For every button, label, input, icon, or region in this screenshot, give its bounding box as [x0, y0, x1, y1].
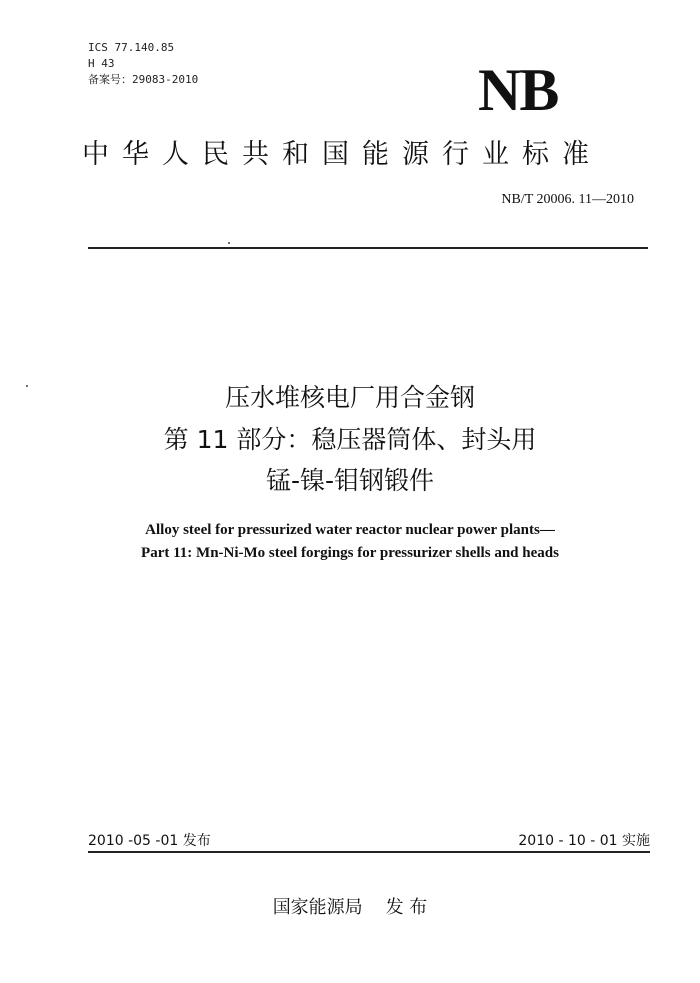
- classification-code: H 43: [88, 57, 115, 70]
- nb-logo: NB: [478, 57, 558, 123]
- header-divider: [88, 247, 648, 249]
- publish-date: 2010 -05 -01 发布: [88, 833, 211, 849]
- scan-speck: [228, 242, 230, 244]
- issuing-authority: 国家能源局 发 布: [272, 897, 428, 918]
- organization-title: 中华人民共和国能源行业标准: [82, 139, 602, 170]
- title-cn-line1: 压水堆核电厂用合金钢: [224, 383, 475, 412]
- title-en-line1: Alloy steel for pressurized water reactor nuclear power plants—: [145, 522, 555, 538]
- title-en-line2: Part 11: Mn-Ni-Mo steel forgings for pressurizer shells and heads: [141, 545, 559, 561]
- ics-code: ICS 77.140.85: [88, 41, 175, 54]
- filing-number: 备案号：29083-2010: [88, 73, 199, 86]
- standard-number: NB/T 20006. 11—2010: [501, 192, 634, 207]
- title-cn-line2: 第 11 部分：稳压器筒体、封头用: [163, 425, 537, 454]
- footer-divider: [88, 851, 650, 853]
- implement-date: 2010 - 10 - 01 实施: [518, 833, 650, 849]
- title-cn-line3: 锰-镍-钼钢锻件: [265, 466, 435, 495]
